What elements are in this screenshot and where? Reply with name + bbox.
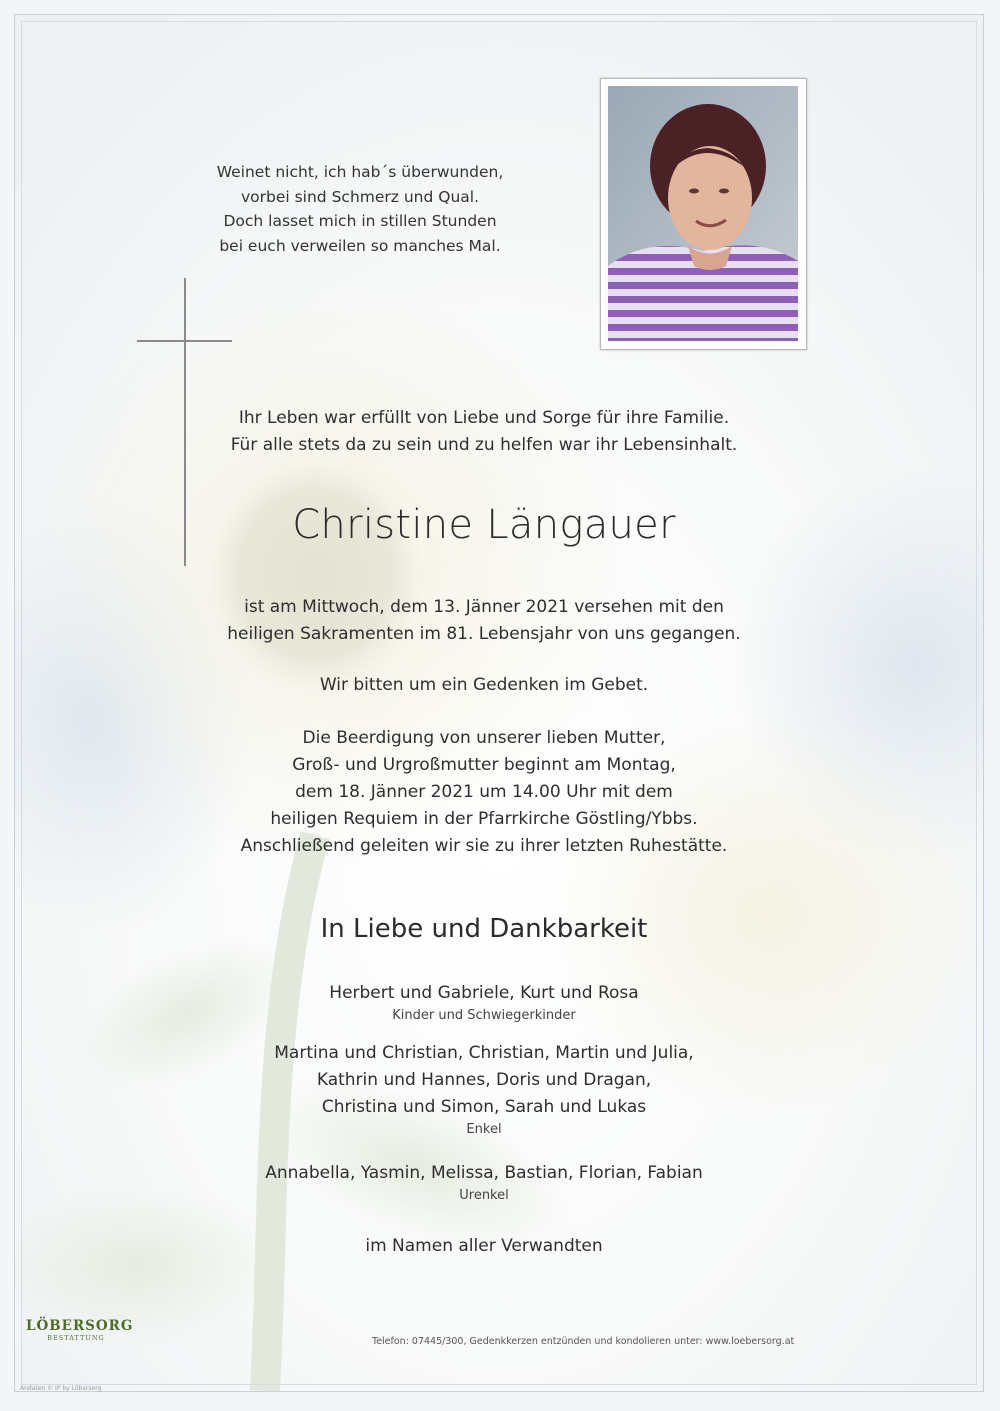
family-group-children [0, 980, 968, 1025]
family-group-grandchildren [0, 1040, 968, 1139]
closing-heading: In Liebe und Dankbarkeit [320, 914, 648, 944]
prayer-request: Wir bitten um ein Gedenken im Gebet. [319, 675, 649, 695]
death-notice-line: ist am Mittwoch, dem 13. Jänner 2021 versehen mit den [244, 597, 724, 617]
family-names: Martina und Christian, Christian, Martin und Julia, [274, 1043, 694, 1063]
deceased-name: Christine Längauer [292, 502, 676, 548]
footer-contact: Telefon: 07445/300, Gedenkkerzen entzünden und kondolieren unter: www.loebersorg.at [372, 1336, 795, 1347]
family-names: Kathrin und Hannes, Doris und Dragan, [316, 1070, 652, 1090]
funeral-line: heiligen Requiem in der Pfarrkirche Göstling/Ybbs. [270, 809, 698, 829]
family-role: Enkel [466, 1122, 502, 1137]
funeral-line: Anschließend geleiten wir sie zu ihrer letzten Ruhestätte. [240, 836, 728, 856]
logo-name: LÖBERSORG [26, 1318, 134, 1334]
relatives-note: im Namen aller Verwandten [365, 1236, 603, 1256]
intro-line: Für alle stets da zu sein und zu helfen war ihr Lebensinhalt. [230, 435, 738, 455]
family-role: Urenkel [459, 1188, 509, 1203]
portrait-frame [600, 78, 807, 350]
family-names: Christina und Simon, Sarah und Lukas [321, 1097, 647, 1117]
funeral-line: Groß- und Urgroßmutter beginnt am Montag, [292, 755, 676, 775]
death-notice [0, 594, 968, 648]
intro-line: Ihr Leben war erfüllt von Liebe und Sorge für ihre Familie. [238, 408, 730, 428]
poem-line: bei euch verweilen so manches Mal. [219, 236, 501, 255]
family-names: Herbert und Gabriele, Kurt und Rosa [329, 983, 639, 1003]
funeral-line: Die Beerdigung von unserer lieben Mutter, [302, 728, 666, 748]
funeral-home-logo [26, 1318, 134, 1343]
portrait-photo [608, 86, 798, 341]
poem-line: vorbei sind Schmerz und Qual. [240, 187, 480, 206]
intro-text [0, 405, 968, 459]
logo-subtitle: BESTATTUNG [47, 1334, 105, 1342]
family-names: Annabella, Yasmin, Melissa, Bastian, Florian, Fabian [265, 1163, 703, 1183]
family-role: Kinder und Schwiegerkinder [392, 1008, 576, 1023]
death-notice-line: heiligen Sakramenten im 81. Lebensjahr von uns gegangen. [227, 624, 741, 644]
funeral-line: dem 18. Jänner 2021 um 14.00 Uhr mit dem [295, 782, 673, 802]
image-credit: Andaten © IP by Löbersorg [20, 1385, 102, 1392]
poem-line: Weinet nicht, ich hab´s überwunden, [216, 163, 504, 181]
cross-icon-bar [137, 340, 232, 342]
poem [200, 160, 520, 258]
poem-line: Doch lasset mich in stillen Stunden [223, 212, 497, 230]
family-group-great-grandchildren [0, 1160, 968, 1205]
funeral-details [0, 725, 968, 860]
